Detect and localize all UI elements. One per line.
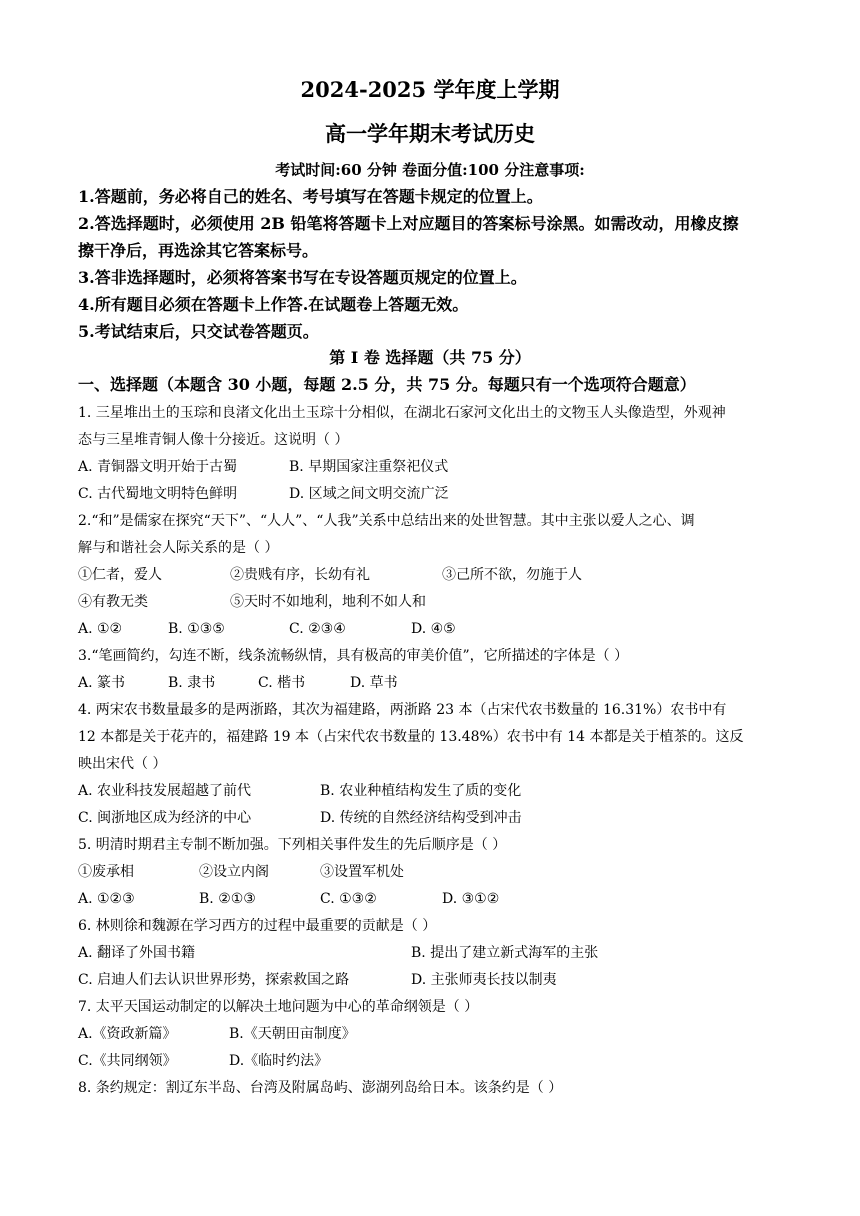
option-c: C. 古代蜀地文明特色鲜明 [78, 486, 238, 502]
option-b: B. 农业种植结构发生了质的变化 [320, 783, 522, 799]
question-stem: 态与三星堆青铜人像十分接近。这说明（ ） [78, 432, 349, 448]
exam-info: 考试时间:60 分钟 卷面分值:100 分注意事项: [275, 161, 585, 179]
question-stem: 8. 条约规定：割辽东半岛、台湾及附属岛屿、澎湖列岛给日本。该条约是（ ） [78, 1080, 563, 1096]
option-c: C.《共同纲领》 [78, 1053, 177, 1069]
notice-item: 2.答选择题时，必须使用 2B 铅笔将答题卡上对应题目的答案标号涂黑。如需改动，用橡皮擦 [78, 214, 739, 233]
statement-item: ①仁者，爱人 [78, 567, 162, 583]
notice-item: 5.考试结束后，只交试卷答题页。 [78, 322, 319, 341]
option-c: C. 闽浙地区成为经济的中心 [78, 810, 252, 826]
question-stem: 1. 三星堆出土的玉琮和良渚文化出土玉琮十分相似，在湖北石家河文化出土的文物玉人头像造型，外观神 [78, 405, 726, 421]
question-stem: 映出宋代（ ） [78, 756, 167, 772]
option-d: D. 传统的自然经济结构受到冲击 [320, 810, 522, 826]
notice-item: 1.答题前，务必将自己的姓名、考号填写在答题卡规定的位置上。 [78, 187, 543, 206]
statement-item: ③己所不欲，勿施于人 [442, 567, 582, 583]
question-stem: 2.“和”是儒家在探究“天下”、“人人”、“人我”关系中总结出来的处世智慧。其中主张以爱人之心、调 [78, 513, 695, 529]
option-a: A. ①② [78, 621, 123, 637]
question-stem: 解与和谐社会人际关系的是（ ） [78, 540, 279, 556]
question-stem: 12 本都是关于花卉的，福建路 19 本（占宋代农书数量的 13.48%）农书中有 14 本都是关于植茶的。这反 [78, 729, 744, 745]
statement-item: ②设立内阁 [199, 864, 269, 880]
option-b: B.《天朝田亩制度》 [229, 1026, 356, 1042]
option-c: C. 启迪人们去认识世界形势，探索救国之路 [78, 972, 350, 988]
section-title: 第 I 卷 选择题（共 75 分） [329, 348, 531, 367]
question-stem: 7. 太平天国运动制定的以解决土地问题为中心的革命纲领是（ ） [78, 999, 479, 1015]
option-d: D. 主张师夷长技以制夷 [411, 972, 557, 988]
statement-item: ②贵贱有序，长幼有礼 [230, 567, 370, 583]
question-stem: 6. 林则徐和魏源在学习西方的过程中最重要的贡献是（ ） [78, 918, 437, 934]
question-stem: 4. 两宋农书数量最多的是两浙路，其次为福建路，两浙路 23 本（占宋代农书数量的 16.31%）农书中有 [78, 702, 727, 718]
option-a: A. 翻译了外国书籍 [78, 945, 196, 961]
question-stem: 3.“笔画简约，勾连不断，线条流畅纵情，具有极高的审美价值”，它所描述的字体是（ ） [78, 648, 629, 664]
option-d: D. ③①② [442, 891, 500, 907]
option-b: B. ①③⑤ [168, 621, 225, 637]
statement-item: ⑤天时不如地利，地利不如人和 [230, 594, 426, 610]
option-c: C. ②③④ [289, 621, 346, 637]
option-a: A. 农业科技发展超越了前代 [78, 783, 252, 799]
option-a: A. 青铜器文明开始于古蜀 [78, 459, 238, 475]
part-title: 一、选择题（本题含 30 小题，每题 2.5 分，共 75 分。每题只有一个选项符合题意） [78, 375, 696, 394]
option-b: B. 隶书 [168, 675, 216, 691]
option-b: B. ②①③ [199, 891, 256, 907]
statement-item: ④有教无类 [78, 594, 148, 610]
notice-item: 4.所有题目必须在答题卡上作答.在试题卷上答题无效。 [78, 295, 469, 314]
exam-title-subject: 高一学年期末考试历史 [325, 121, 535, 146]
statement-item: ①废承相 [78, 864, 134, 880]
option-d: D. 草书 [350, 675, 398, 691]
question-stem: 5. 明清时期君主专制不断加强。下列相关事件发生的先后顺序是（ ） [78, 837, 507, 853]
notice-item: 擦干净后，再选涂其它答案标号。 [78, 241, 319, 260]
statement-item: ③设置军机处 [320, 864, 404, 880]
notice-item: 3.答非选择题时，必须将答案书写在专设答题页规定的位置上。 [78, 268, 527, 287]
option-d: D.《临时约法》 [229, 1053, 329, 1069]
option-d: D. ④⑤ [411, 621, 456, 637]
option-a: A. 篆书 [78, 675, 126, 691]
option-c: C. ①③② [320, 891, 377, 907]
option-c: C. 楷书 [258, 675, 306, 691]
option-d: D. 区域之间文明交流广泛 [289, 486, 449, 502]
option-b: B. 早期国家注重祭祀仪式 [289, 459, 449, 475]
option-b: B. 提出了建立新式海军的主张 [411, 945, 599, 961]
option-a: A.《资政新篇》 [78, 1026, 177, 1042]
option-a: A. ①②③ [78, 891, 135, 907]
exam-title-year: 2024-2025 学年度上学期 [300, 77, 560, 102]
